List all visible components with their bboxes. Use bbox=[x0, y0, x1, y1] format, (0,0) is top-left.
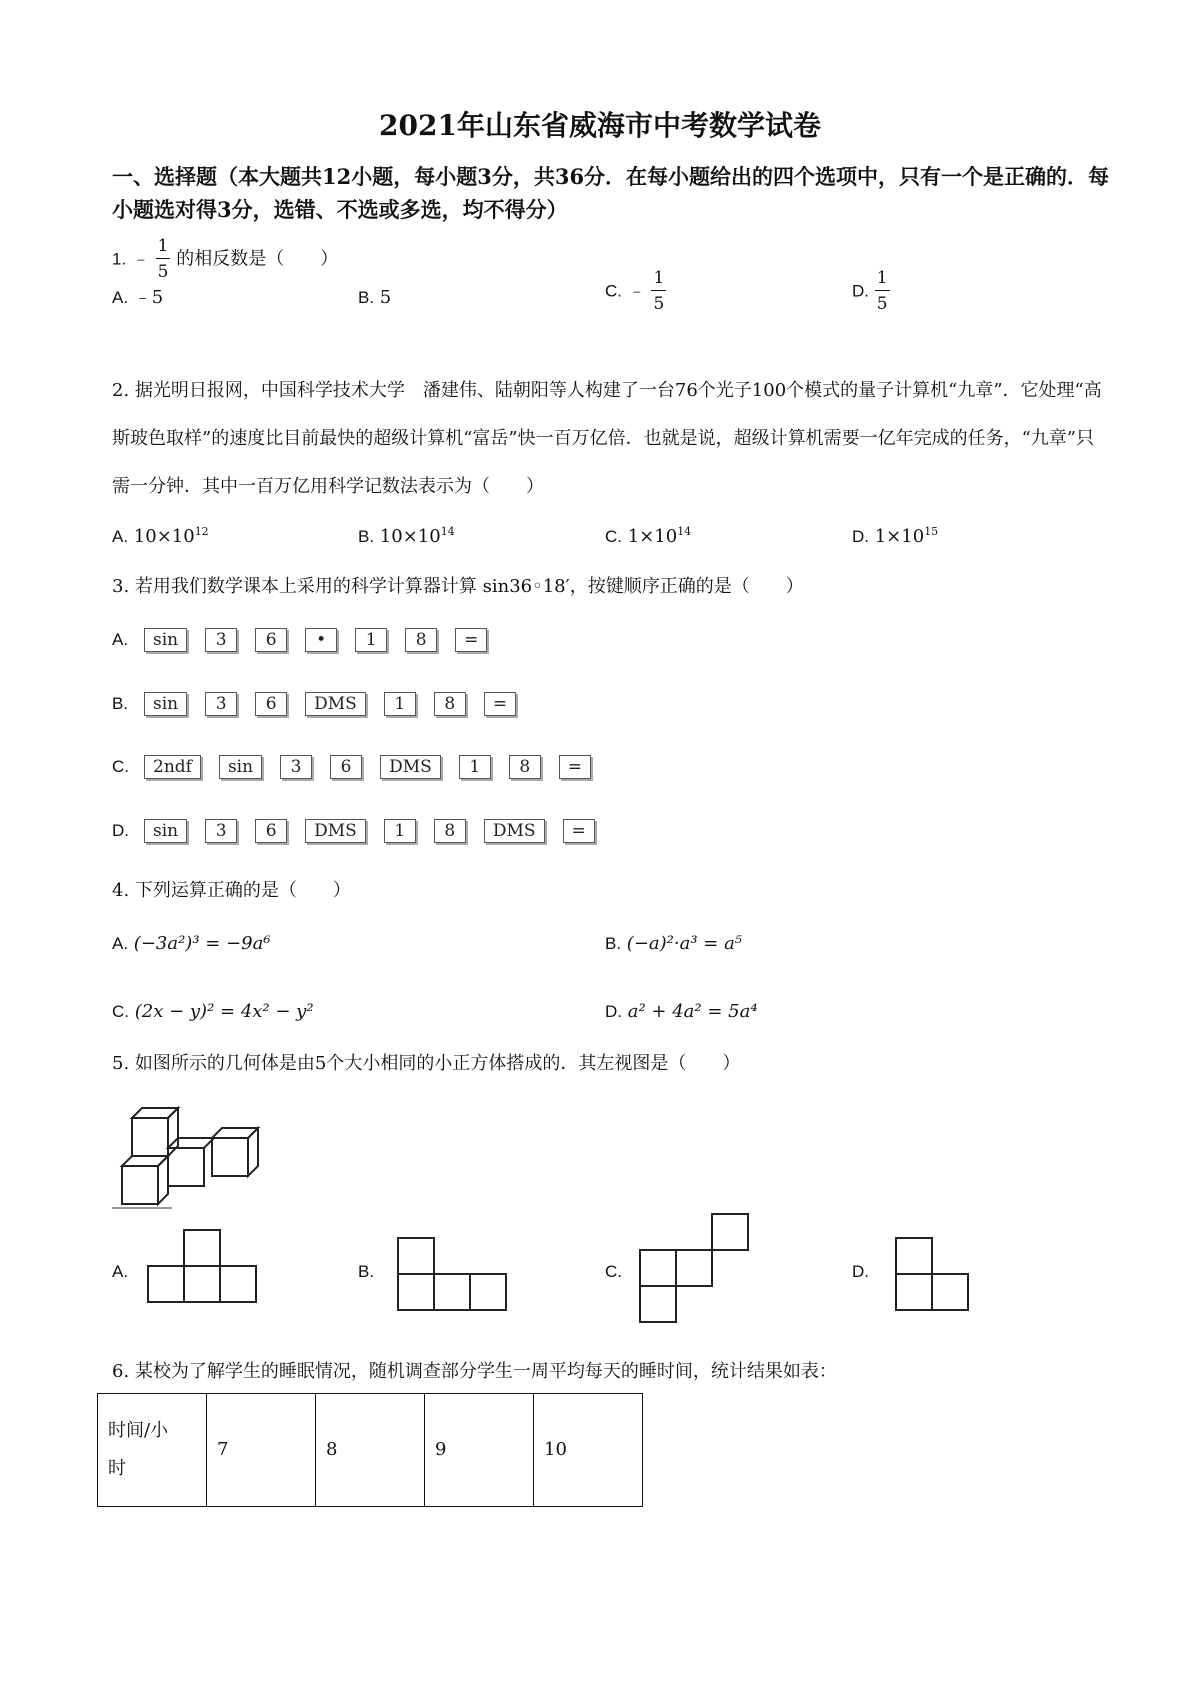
q5-option-d-label: D. bbox=[852, 1262, 869, 1281]
calculator-key: sin bbox=[144, 692, 187, 716]
calculator-key: 8 bbox=[434, 819, 466, 843]
calculator-key: DMS bbox=[380, 755, 441, 779]
key-sequence bbox=[144, 819, 613, 843]
table-cell: 10 bbox=[534, 1394, 643, 1507]
fraction bbox=[156, 238, 171, 281]
calculator-key: DMS bbox=[305, 819, 366, 843]
q3-option-b bbox=[112, 688, 534, 720]
option-label: D. bbox=[852, 527, 869, 546]
q2-option-c bbox=[605, 520, 691, 549]
q4-option-a bbox=[112, 932, 271, 956]
option-exponent: 15 bbox=[924, 525, 939, 538]
question-3-stem: 3. 若用我们数学课本上采用的科学计算器计算 sin36◦18′，按键顺序正确的是（ ） bbox=[112, 576, 804, 597]
fraction-numerator: 1 bbox=[651, 270, 666, 291]
question-1-stem bbox=[112, 238, 338, 281]
option-expression: (−3a²)³ = −9a⁶ bbox=[133, 933, 271, 954]
option-base: 1×10 bbox=[627, 526, 678, 547]
key-sequence bbox=[144, 628, 505, 652]
option-label: D. bbox=[852, 281, 869, 301]
header-line-2: 时 bbox=[108, 1458, 126, 1479]
q5-option-c-label: C. bbox=[605, 1262, 622, 1281]
question-text: 的相反数是（ ） bbox=[176, 248, 339, 270]
q5-option-d-figure bbox=[894, 1236, 974, 1316]
fraction-denominator: 5 bbox=[876, 294, 888, 314]
option-base: 1×10 bbox=[874, 526, 925, 547]
option-label: C. bbox=[112, 1002, 129, 1021]
calculator-key: 6 bbox=[255, 819, 287, 843]
option-label: C. bbox=[605, 281, 622, 301]
table-cell: 9 bbox=[425, 1394, 534, 1507]
fraction-denominator: 5 bbox=[157, 262, 169, 282]
calculator-key: 8 bbox=[509, 755, 541, 779]
fraction bbox=[651, 270, 666, 313]
calculator-key: 3 bbox=[205, 692, 237, 716]
option-exponent: 14 bbox=[440, 525, 455, 538]
calculator-key: 2ndf bbox=[144, 755, 201, 779]
calculator-key: 3 bbox=[205, 819, 237, 843]
table-row bbox=[98, 1394, 643, 1507]
q1-option-b bbox=[358, 286, 391, 310]
question-4-stem: 4. 下列运算正确的是（ ） bbox=[112, 880, 351, 901]
q4-option-b bbox=[605, 932, 742, 956]
calculator-key: 6 bbox=[255, 628, 287, 652]
minus-sign: ﹣ bbox=[131, 248, 150, 270]
calculator-key: sin bbox=[219, 755, 262, 779]
calculator-key: = bbox=[455, 628, 487, 652]
table-header-cell bbox=[98, 1394, 207, 1507]
calculator-key: = bbox=[563, 819, 595, 843]
option-label: A. bbox=[112, 527, 129, 546]
table-cell: 7 bbox=[207, 1394, 316, 1507]
option-label: B. bbox=[605, 934, 622, 953]
option-text: 5 bbox=[379, 287, 392, 308]
question-5-stem: 5. 如图所示的几何体是由5个大小相同的小正方体搭成的．其左视图是（ ） bbox=[112, 1053, 741, 1074]
sleep-table bbox=[97, 1393, 643, 1507]
page-title: 2021年山东省威海市中考数学试卷 bbox=[379, 109, 821, 142]
option-label: A. bbox=[112, 630, 129, 649]
option-label: C. bbox=[112, 757, 129, 776]
calculator-key: = bbox=[484, 692, 516, 716]
option-label: B. bbox=[358, 527, 375, 546]
key-sequence bbox=[144, 755, 609, 779]
calculator-key: = bbox=[559, 755, 591, 779]
question-2-stem: 2. 据光明日报网，中国科学技术大学 潘建伟、陆朝阳等人构建了一台76个光子100个模式的量子计算机“九章”．它处理“高斯玻色取样”的速度比目前最快的超级计算机“富岳”快一百万亿倍．也就是说，超级计算机需要一亿年完成的任务，“九章”只需一分钟．其中一百万亿用科学记数法表示为（ ） bbox=[112, 380, 1102, 497]
option-label: B. bbox=[358, 288, 375, 307]
q5-option-b-figure bbox=[396, 1236, 512, 1316]
option-label: D. bbox=[112, 821, 129, 840]
fraction bbox=[875, 270, 890, 313]
q3-option-d bbox=[112, 815, 613, 847]
calculator-key: 1 bbox=[459, 755, 491, 779]
question-number: 1. bbox=[112, 249, 127, 269]
minus-sign: ﹣ bbox=[627, 280, 646, 302]
option-label: A. bbox=[112, 934, 129, 953]
q4-option-c bbox=[112, 1000, 314, 1024]
option-exponent: 14 bbox=[677, 525, 692, 538]
q2-option-b bbox=[358, 520, 455, 549]
option-label: D. bbox=[605, 1002, 622, 1021]
calculator-key: • bbox=[305, 628, 337, 652]
option-expression: (−a)²·a³ = a⁵ bbox=[626, 933, 743, 954]
calculator-key: 3 bbox=[205, 628, 237, 652]
calculator-key: DMS bbox=[484, 819, 545, 843]
option-label: B. bbox=[112, 694, 129, 713]
key-sequence bbox=[144, 692, 534, 716]
option-expression: a² + 4a² = 5a⁴ bbox=[627, 1001, 758, 1022]
header-line-1: 时间/小 bbox=[108, 1420, 169, 1441]
q4-option-d bbox=[605, 1000, 758, 1024]
calculator-key: 3 bbox=[280, 755, 312, 779]
calculator-key: sin bbox=[144, 628, 187, 652]
calculator-key: 1 bbox=[384, 819, 416, 843]
table-cell: 8 bbox=[316, 1394, 425, 1507]
q5-option-c-figure bbox=[638, 1212, 754, 1332]
q1-option-a bbox=[112, 286, 163, 310]
option-base: 10×10 bbox=[379, 526, 441, 547]
calculator-key: 1 bbox=[384, 692, 416, 716]
option-expression: (2x − y)² = 4x² − y² bbox=[134, 1001, 314, 1022]
cube-stack-figure bbox=[112, 1100, 272, 1210]
q5-option-b-label: B. bbox=[358, 1262, 375, 1281]
fraction-denominator: 5 bbox=[653, 294, 665, 314]
section-heading: 一、选择题（本大题共12小题，每小题3分，共36分．在每小题给出的四个选项中，只有一个是正确的．每小题选对得3分，选错、不选或多选，均不得分） bbox=[112, 164, 1110, 222]
calculator-key: 8 bbox=[434, 692, 466, 716]
calculator-key: sin bbox=[144, 819, 187, 843]
fraction-numerator: 1 bbox=[156, 238, 171, 259]
q2-option-d bbox=[852, 520, 938, 549]
fraction-numerator: 1 bbox=[875, 270, 890, 291]
option-text: ﹣5 bbox=[133, 287, 164, 308]
question-6-stem: 6. 某校为了解学生的睡眠情况，随机调查部分学生一周平均每天的睡时间，统计结果如表： bbox=[112, 1361, 837, 1382]
calculator-key: 6 bbox=[255, 692, 287, 716]
q3-option-c bbox=[112, 751, 609, 783]
q2-option-a bbox=[112, 520, 209, 549]
option-base: 10×10 bbox=[133, 526, 195, 547]
q1-option-d bbox=[852, 270, 890, 313]
q5-option-a-label: A. bbox=[112, 1262, 129, 1281]
q5-option-a-figure bbox=[146, 1228, 262, 1308]
q1-option-c bbox=[605, 270, 666, 313]
option-label: C. bbox=[605, 527, 622, 546]
calculator-key: 6 bbox=[330, 755, 362, 779]
option-label: A. bbox=[112, 288, 129, 307]
option-exponent: 12 bbox=[194, 525, 209, 538]
q3-option-a bbox=[112, 624, 505, 656]
calculator-key: 8 bbox=[405, 628, 437, 652]
calculator-key: 1 bbox=[355, 628, 387, 652]
calculator-key: DMS bbox=[305, 692, 366, 716]
